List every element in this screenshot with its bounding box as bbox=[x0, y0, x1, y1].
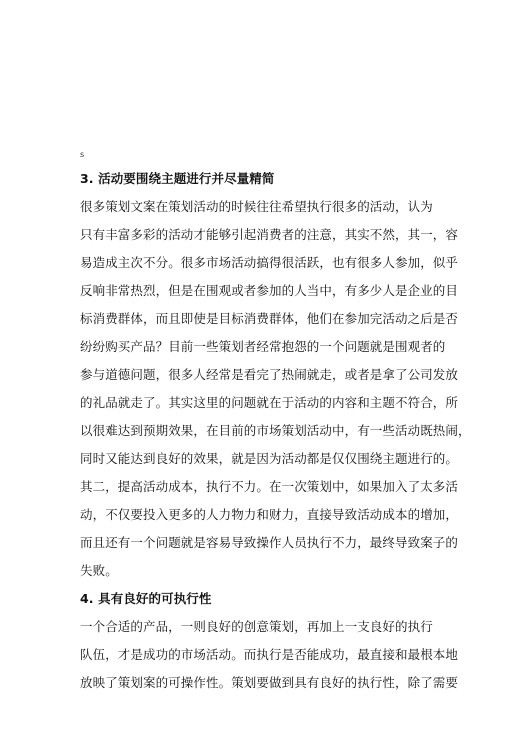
paragraph-line: 其二，提高活动成本，执行不力。在一次策划中，如果加入了太多活 bbox=[80, 479, 459, 494]
paragraph-line: 参与道德问题，很多人经常是看完了热闹就走，或者是拿了公司发放 bbox=[80, 367, 459, 382]
paragraph-line: 很多策划文案在策划活动的时候往往希望执行很多的活动，认为 bbox=[80, 199, 433, 214]
paragraph-line: 反响非常热烈，但是在围观或者参加的人当中，有多少人是企业的目 bbox=[80, 283, 459, 298]
section-heading-4: 4. 具有良好的可执行性 bbox=[80, 591, 212, 606]
paragraph-line: 纷纷购买产品？目前一些策划者经常抱怨的一个问题就是围观者的 bbox=[80, 339, 446, 354]
paragraph-line: 只有丰富多彩的活动才能够引起消费者的注意，其实不然，其一，容 bbox=[80, 227, 459, 242]
paragraph-line: 易造成主次不分。很多市场活动搞得很活跃，也有很多人参加，似乎 bbox=[80, 255, 459, 270]
page-marker: s bbox=[80, 150, 85, 159]
paragraph-line: 一个合适的产品，一则良好的创意策划，再加上一支良好的执行 bbox=[80, 619, 433, 634]
paragraph-line: 动，不仅要投入更多的人力物力和财力，直接导致活动成本的增加， bbox=[80, 507, 459, 522]
paragraph-line: 标消费群体，而且即使是目标消费群体，他们在参加完活动之后是否 bbox=[80, 311, 459, 326]
paragraph-line: 以很难达到预期效果，在目前的市场策划活动中，有一些活动既热闹， bbox=[80, 423, 471, 438]
paragraph-line: 的礼品就走了。其实这里的问题就在于活动的内容和主题不符合，所 bbox=[80, 395, 459, 410]
section-heading-3: 3. 活动要围绕主题进行并尽量精简 bbox=[80, 171, 275, 186]
paragraph-line: 放映了策划案的可操作性。策划要做到具有良好的执行性，除了需要 bbox=[80, 675, 459, 690]
paragraph-line: 而且还有一个问题就是容易导致操作人员执行不力，最终导致案子的 bbox=[80, 535, 459, 550]
paragraph-line: 同时又能达到良好的效果，就是因为活动都是仅仅围绕主题进行的。 bbox=[80, 451, 459, 466]
paragraph-line: 队伍，才是成功的市场活动。而执行是否能成功，最直接和最根本地 bbox=[80, 647, 459, 662]
paragraph-line: 失败。 bbox=[80, 563, 118, 578]
